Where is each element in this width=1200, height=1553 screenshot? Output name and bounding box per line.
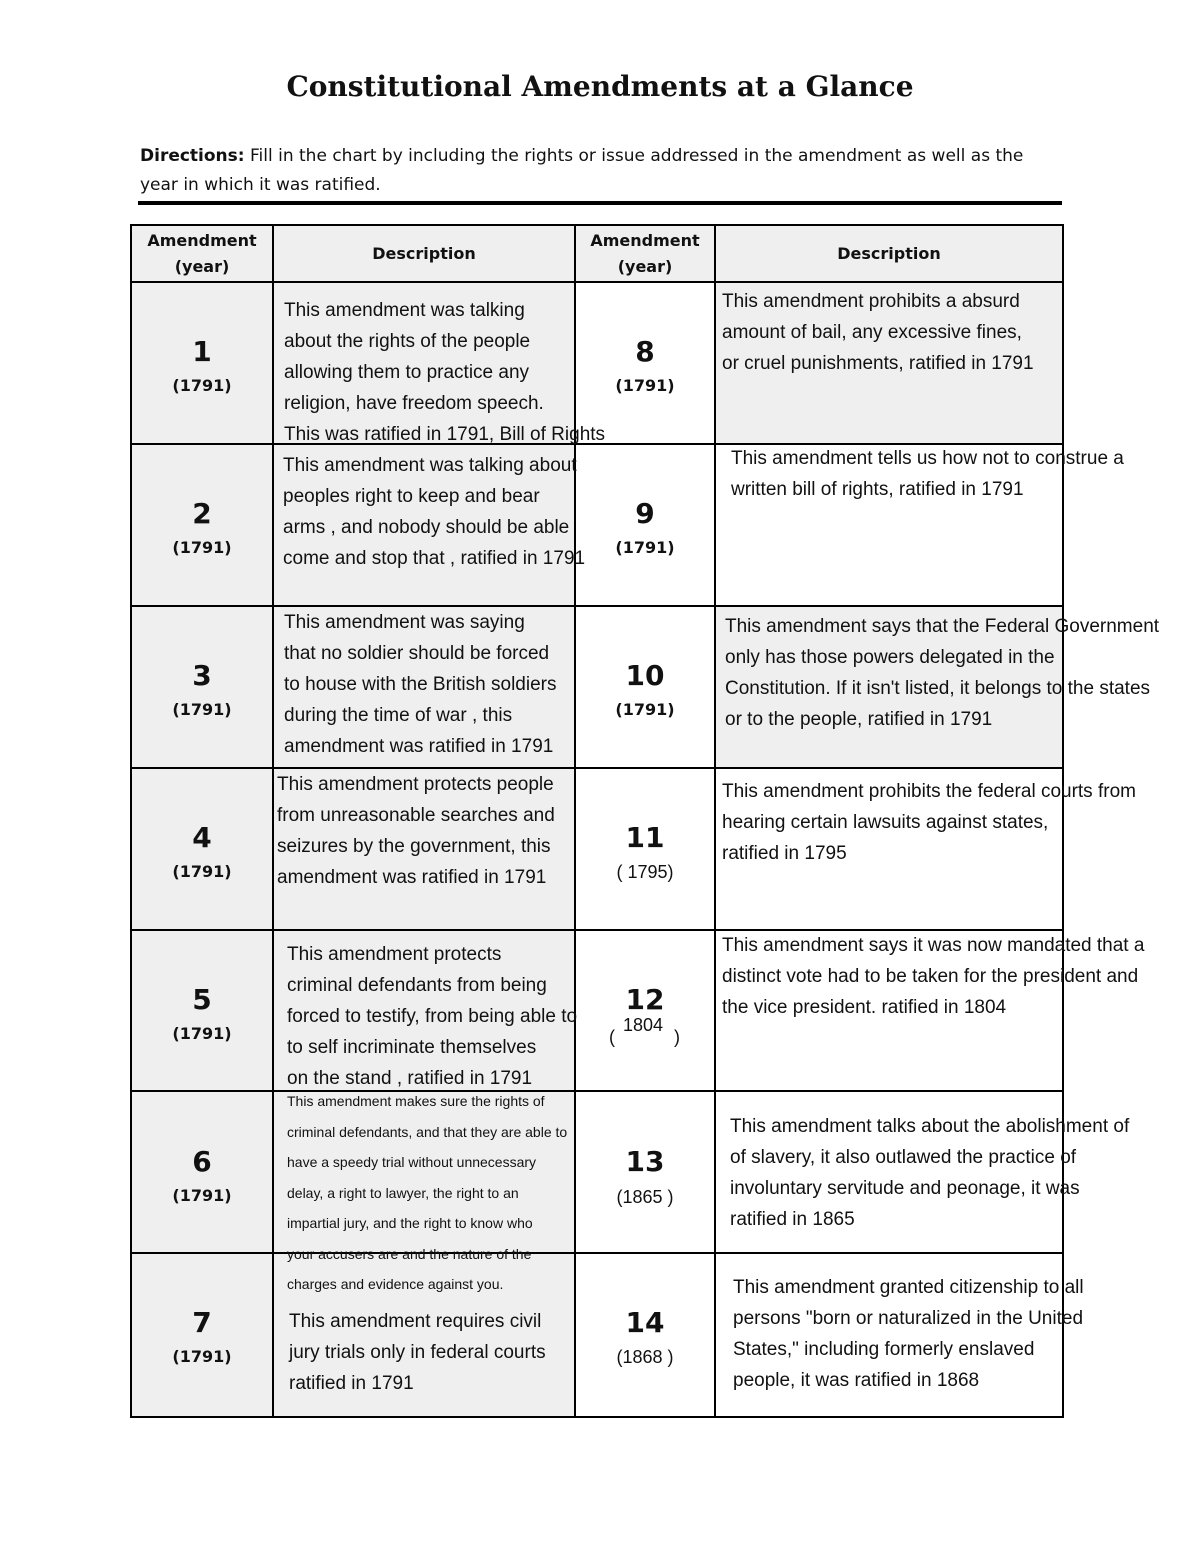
amendment-number: 4 xyxy=(192,821,212,854)
header-amendment-right: Amendment (year) xyxy=(590,230,700,276)
directions-label: Directions: xyxy=(140,146,245,166)
amendment-number: 5 xyxy=(192,983,212,1016)
amendment-description: This amendment talks about the abolishment of of slavery, it also outlawed the practice of involuntary servitude and peonage, it was ratified in 1865 xyxy=(730,1116,1130,1230)
amendment-number: 1 xyxy=(192,335,212,368)
amendment-description: This amendment tells us how not to construe a written bill of rights, ratified in 1791 xyxy=(731,448,1124,500)
amendment-number: 6 xyxy=(192,1145,212,1178)
amendment-year: (1791) xyxy=(172,1024,232,1043)
amendment-number: 13 xyxy=(625,1145,665,1178)
amendment-year: (1791) xyxy=(172,1186,232,1205)
amendment-number: 9 xyxy=(635,497,655,530)
amendment-number: 14 xyxy=(625,1306,665,1339)
directions xyxy=(140,142,1060,200)
amendment-description: This amendment protects people from unreasonable searches and seizures by the government, this amendment was ratified in 1791 xyxy=(277,774,555,888)
amendment-year xyxy=(576,1014,714,1058)
amendment-description: This amendment was talking about the rights of the people allowing them to practice any religion, have freedom speech. This was ratified in 1791, Bill of Rights xyxy=(284,300,606,445)
amendment-description: This amendment protects criminal defendants from being forced to testify, from being able to to self incriminate themselves on the stand , ratified in 1791 xyxy=(287,944,578,1089)
amendment-year: (1791) xyxy=(172,1347,232,1366)
amendment-description: This amendment makes sure the rights of criminal defendants, and that they are able to have a speedy trial without unnecessary delay, a right to lawyer, the right to an impartial jury, and the right to know who your accusers are and the nature of the charges and evidence against you. xyxy=(287,1093,568,1292)
amendment-number: 3 xyxy=(192,659,212,692)
row-divider xyxy=(130,767,1064,769)
year-close-paren: ) xyxy=(674,1027,680,1047)
amendment-number: 12 xyxy=(625,983,665,1016)
amendment-year: (1791) xyxy=(615,700,675,719)
row-divider xyxy=(130,281,1064,283)
year-value: 1804 xyxy=(623,1015,664,1035)
amendment-year: (1791) xyxy=(615,538,675,557)
amendment-year: (1791) xyxy=(615,376,675,395)
amendment-year: (1791) xyxy=(172,862,232,881)
header-description-left: Description xyxy=(372,243,476,263)
amendment-description: This amendment requires civil jury trials only in federal courts ratified in 1791 xyxy=(289,1311,546,1394)
amendment-number: 7 xyxy=(192,1306,212,1339)
amendment-year: (1868 ) xyxy=(616,1347,674,1367)
amendment-description: This amendment prohibits a absurd amount of bail, any excessive fines, or cruel punishments, ratified in 1791 xyxy=(722,291,1034,374)
amendment-year: (1791) xyxy=(172,376,232,395)
amendment-number: 10 xyxy=(625,659,665,692)
amendment-description: This amendment says it was now mandated that a distinct vote had to be taken for the president and the vice president. ratified in 1804 xyxy=(722,935,1145,1018)
header-divider xyxy=(138,201,1062,205)
amendment-description: This amendment granted citizenship to all persons "born or naturalized in the United States," including formerly enslaved people, it was ratified in 1868 xyxy=(733,1277,1084,1391)
amendment-description: This amendment was talking about peoples right to keep and bear arms , and nobody should be able come and stop that , ratified in 1791 xyxy=(283,455,586,569)
amendment-year: (1865 ) xyxy=(616,1187,674,1207)
column-divider xyxy=(714,224,716,1418)
amendment-number: 2 xyxy=(192,497,212,530)
amendment-description: This amendment prohibits the federal courts from hearing certain lawsuits against states, ratified in 1795 xyxy=(722,781,1136,864)
page-title: Constitutional Amendments at a Glance xyxy=(286,70,914,103)
header-amendment-left: Amendment (year) xyxy=(147,230,257,276)
column-divider xyxy=(272,224,274,1418)
amendment-year: (1791) xyxy=(172,538,232,557)
amendment-number: 8 xyxy=(635,335,655,368)
amendment-year: ( 1795) xyxy=(616,862,674,882)
amendment-description: This amendment says that the Federal Government only has those powers delegated in the Constitution. If it isn't listed, it belongs to the states or to the people, ratified in 1791 xyxy=(725,616,1160,730)
amendment-description: This amendment was saying that no soldier should be forced to house with the British soldiers during the time of war , this amendment was ratified in 1791 xyxy=(284,612,557,757)
amendment-year: (1791) xyxy=(172,700,232,719)
header-description-right: Description xyxy=(837,243,941,263)
amendment-number: 11 xyxy=(625,821,665,854)
directions-text: Fill in the chart by including the rights or issue addressed in the amendment as well as the year in which it was ratified. xyxy=(140,146,1024,195)
year-open-paren: ( xyxy=(609,1027,615,1047)
